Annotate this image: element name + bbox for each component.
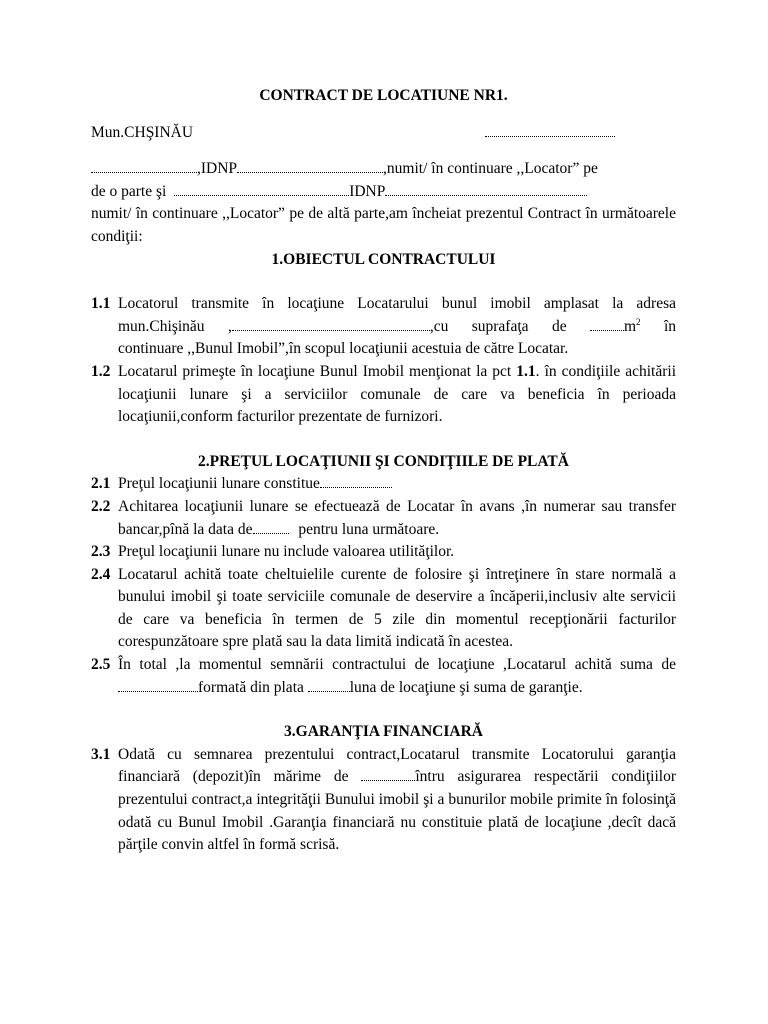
city: Mun.CHŞINĂU bbox=[91, 123, 194, 141]
clause-2-3 bbox=[91, 541, 676, 564]
clause-number: 2.3 bbox=[91, 543, 111, 561]
total-sum-blank bbox=[118, 678, 198, 692]
section-title-1: 1.OBIECTUL CONTRACTULUI bbox=[271, 250, 496, 268]
clause-number: 2.1 bbox=[91, 475, 111, 493]
clause-1-1-line-1: Locatorul transmite în locaţiune Locatarului bunul imobil amplasat la adresa bbox=[118, 295, 676, 313]
clause-1-1-line-3: continuare ,,Bunul Imobil”,în scopul locaţiunii acestuia de către Locatar. bbox=[118, 340, 569, 358]
locatar-name-blank bbox=[174, 182, 349, 196]
clause-number: 3.1 bbox=[91, 745, 111, 763]
clause-text: Preţul locaţiunii lunare nu include valoarea utilităţilor. bbox=[118, 543, 455, 561]
clause-text: luna de locaţiune şi suma de garanţie. bbox=[349, 678, 583, 696]
clause-number: 1.2 bbox=[91, 362, 111, 380]
in-word: în bbox=[663, 317, 677, 335]
clause-text: Preţul locaţiunii lunare constitue bbox=[118, 475, 320, 493]
clause-2-1 bbox=[91, 473, 676, 496]
clause-text: Locatarul achită toate cheltuielile curente de folosire şi întreţinere în stare normală a bunului imobil şi toate serviciile comunale de deservire a încăperii,inclusiv alte servicii de care va beneficia în termen de 5 zile din momentul recepţionării facturilor corespunzătoare spre plată sau la data limită indicată în acestea. bbox=[118, 565, 676, 651]
clause-text: Locatarul primeşte în locaţiune Bunul Imobil menţionat la pct bbox=[118, 362, 512, 380]
clause-2-2 bbox=[91, 496, 676, 541]
locator-name-blank bbox=[91, 159, 197, 173]
clause-text: Achitarea locaţiunii lunare se efectuează de Locatar în avans ,în numerar sau transfer bancar,pînă la data de bbox=[118, 497, 676, 538]
clause-number: 2.5 bbox=[91, 656, 111, 674]
deposit-blank bbox=[361, 767, 415, 781]
section-title-2: 2.PREŢUL LOCAŢIUNII ŞI CONDIŢIILE DE PLATĂ bbox=[198, 452, 569, 470]
section-title-3: 3.GARANŢIA FINANCIARĂ bbox=[284, 723, 483, 741]
date-blank bbox=[485, 123, 615, 137]
price-blank bbox=[320, 474, 392, 488]
document-body bbox=[91, 85, 676, 857]
clause-text: formată din plata bbox=[198, 678, 304, 696]
surface-blank bbox=[590, 317, 624, 331]
surface-unit: m bbox=[623, 317, 637, 335]
clause-2-5 bbox=[91, 654, 676, 699]
address-blank bbox=[232, 317, 430, 331]
first-part-text: de o parte şi bbox=[91, 182, 167, 200]
idnp-label-2: IDNP bbox=[349, 182, 386, 200]
clause-text: întru asigurarea respectării condiţiilor prezentului contract,a integrităţii Bunului imobil şi a bunurilor mobile primite în folosinţă odată cu Bunul Imobil .Garanţia financiară nu constituie plată de locaţiune ,decît dacă părţile convin altfel în formă scrisă. bbox=[118, 768, 676, 854]
party-line-1 bbox=[91, 158, 676, 181]
address-city: mun.Chişinău , bbox=[118, 317, 232, 335]
clause-text: pentru luna următoare. bbox=[298, 520, 440, 538]
months-blank bbox=[308, 678, 350, 692]
clause-text: Odată cu semnarea prezentului contract,Locatarul transmite Locatorului garanţia financiară (depozit)în mărime de bbox=[118, 745, 676, 786]
surface-unit-exponent: 2 bbox=[636, 316, 641, 327]
party-line-2 bbox=[91, 181, 676, 204]
clause-reference: 1.1 bbox=[516, 362, 536, 380]
payment-date-blank bbox=[253, 520, 289, 534]
clause-3-1 bbox=[91, 744, 676, 857]
contract-title: CONTRACT DE LOCATIUNE NR1. bbox=[259, 87, 508, 104]
clause-1-1 bbox=[91, 293, 676, 361]
idnp-blank bbox=[237, 159, 383, 173]
clause-number: 2.4 bbox=[91, 565, 111, 583]
named-locator-text: ,numit/ în continuare ,,Locator” pe bbox=[383, 160, 598, 178]
clause-text: În total ,la momentul semnării contractului de locaţiune ,Locatarul achită suma de bbox=[118, 656, 676, 674]
clause-1-1-line-2 bbox=[118, 316, 676, 339]
clause-text: . în condiţiile achitării locaţiunii lunare şi a serviciilor comunale de care va beneficia în perioada locaţiunii,conform facturilor prezentate de furnizori. bbox=[118, 362, 677, 426]
clause-number: 1.1 bbox=[91, 295, 111, 313]
clause-2-4 bbox=[91, 564, 676, 654]
idnp-blank-2 bbox=[385, 182, 587, 196]
clause-1-2 bbox=[91, 361, 676, 429]
parties-conclusion: numit/ în continuare ,,Locator” pe de altă parte,am încheiat prezentul Contract în următoarele condiţii: bbox=[91, 205, 676, 245]
clause-number: 2.2 bbox=[91, 497, 111, 515]
idnp-label: ,IDNP bbox=[197, 160, 238, 178]
city-line bbox=[91, 122, 676, 145]
surface-text: ,cu suprafaţa de bbox=[429, 317, 567, 335]
